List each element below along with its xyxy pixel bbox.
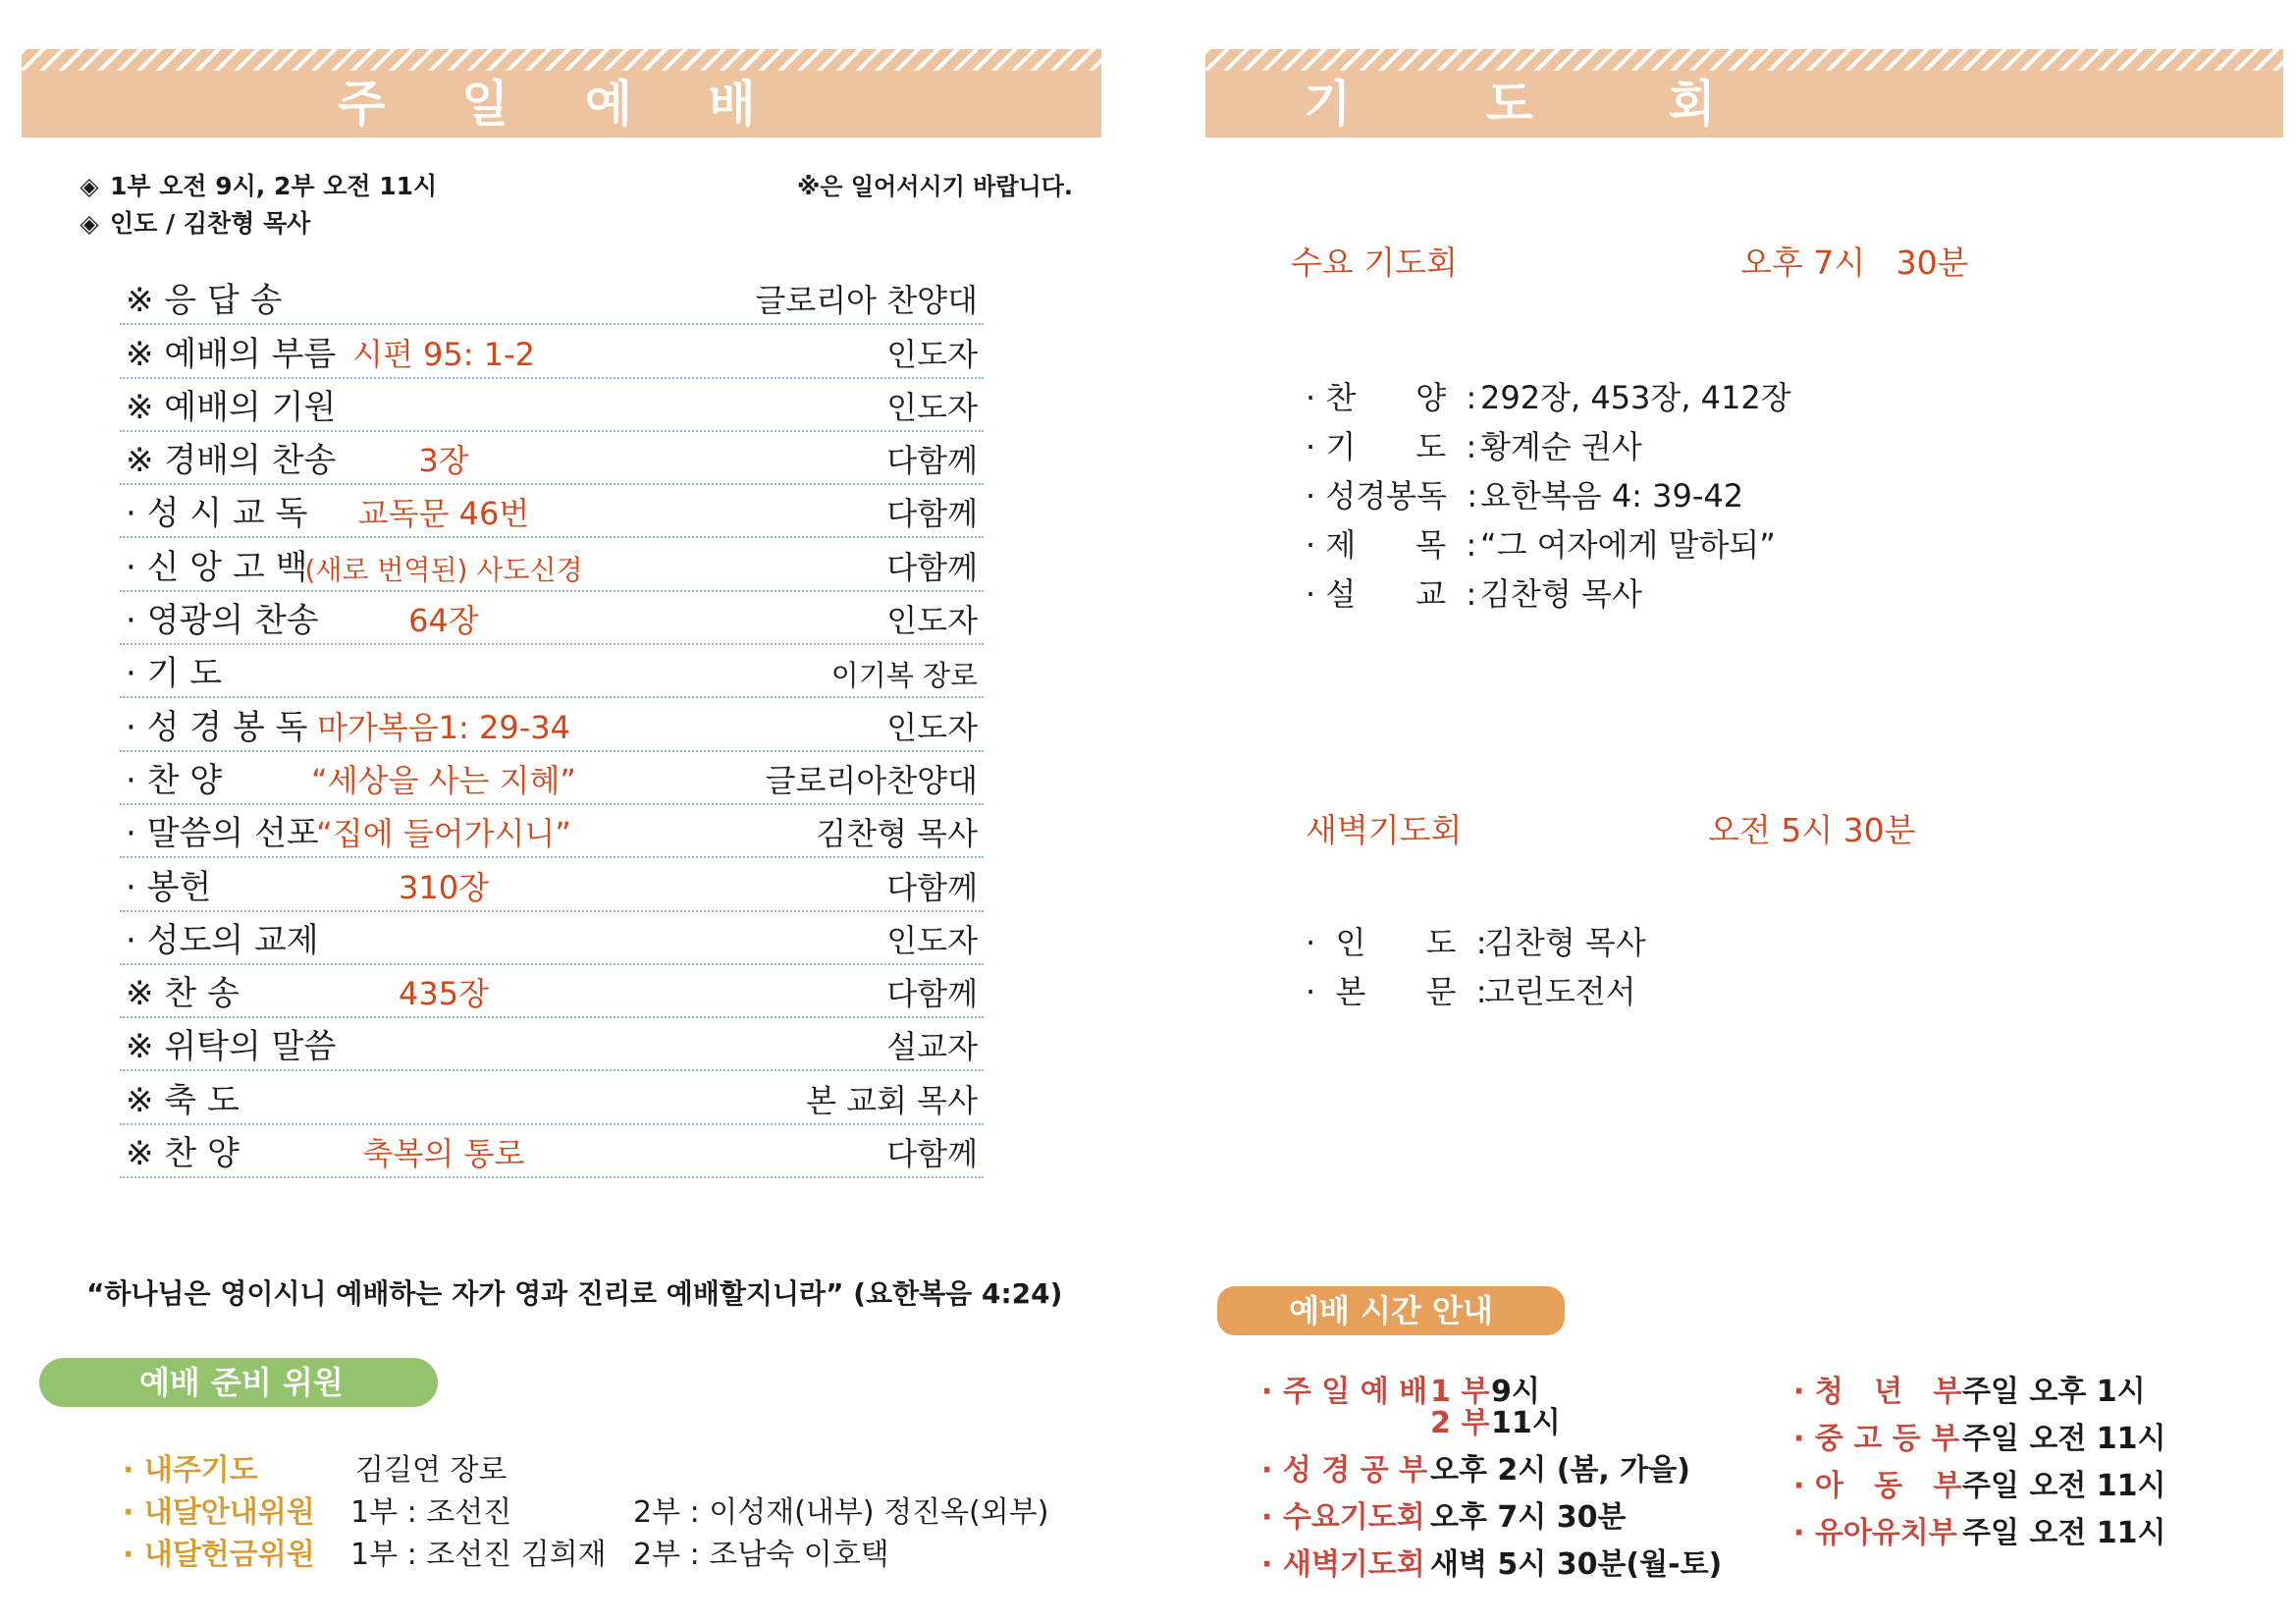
order-item-leader: 다함께	[886, 495, 978, 533]
stand-note: ※은 일어서시기 바랍니다.	[797, 173, 1073, 200]
banner-title: 주 일 예 배	[338, 76, 785, 133]
bible-verse: “하나님은 영이시니 예배하는 자가 영과 진리로 예배할지니라” (요한복음 4:24)	[86, 1277, 1063, 1310]
detail-key: · 성경봉독 :	[1306, 477, 1478, 514]
prep-label: · 내달헌금위원	[123, 1538, 315, 1572]
time-value: 주일 오전 11시	[1962, 1422, 2166, 1456]
order-item-leader: 본 교회 목사	[806, 1081, 978, 1119]
service-times-text: 1부 오전 9시, 2부 오전 11시	[110, 172, 438, 200]
order-item-title: · 성 경 봉 독	[126, 707, 308, 747]
time-label: · 청 년 부	[1793, 1375, 1962, 1409]
order-row	[120, 538, 984, 591]
order-row	[120, 592, 984, 645]
time-value: 9시	[1491, 1375, 1540, 1409]
order-row	[120, 432, 984, 485]
prep-first: 김길연 장로	[355, 1453, 507, 1488]
time-label: · 성 경 공 부	[1261, 1453, 1428, 1488]
order-item-detail: 마가복음1: 29-34	[317, 708, 570, 746]
dawn-time: 오전 5시 30분	[1708, 811, 1916, 849]
order-item-title: ※ 찬 양	[126, 1134, 240, 1174]
detail-key: · 찬 양 :	[1306, 379, 1477, 416]
wednesday-time: 오후 7시 30분	[1740, 244, 1969, 282]
order-row	[120, 485, 984, 538]
order-item-title: · 성도의 교제	[126, 920, 319, 960]
order-item-detail: (새로 번역된) 사도신경	[304, 553, 583, 586]
detail-key: · 기 도 :	[1306, 428, 1477, 465]
order-item-detail: 교독문 46번	[357, 495, 530, 533]
order-item-detail: 축복의 통로	[362, 1135, 525, 1173]
order-item-leader: 김찬형 목사	[816, 815, 978, 853]
order-item-title: ※ 응 답 송	[126, 281, 283, 321]
order-item-title: ※ 예배의 기원	[126, 387, 337, 427]
leader-info	[79, 204, 310, 240]
order-item-title: · 성 시 교 독	[126, 494, 308, 534]
order-item-leader: 다함께	[886, 442, 978, 480]
time-value: 주일 오전 11시	[1962, 1469, 2166, 1503]
prep-committee-title: 예배 준비 위원	[39, 1358, 438, 1407]
order-item-title: · 봉헌	[126, 867, 212, 907]
order-row	[120, 698, 984, 751]
time-value: 주일 오전 11시	[1962, 1516, 2166, 1550]
order-item-title: ※ 위탁의 말씀	[126, 1027, 337, 1067]
detail-value: 김찬형 목사	[1484, 924, 1646, 961]
order-item-leader: 설교자	[886, 1028, 978, 1066]
prep-first: 1부 : 조선진	[350, 1495, 512, 1530]
leader-text: 인도 / 김찬형 목사	[110, 209, 311, 238]
order-item-detail: 310장	[399, 868, 489, 906]
order-row	[120, 805, 984, 858]
order-item-title: · 신 앙 고 백	[126, 547, 308, 587]
time-sublabel: 1 부	[1430, 1375, 1490, 1409]
order-row	[120, 379, 984, 432]
prep-label: · 내주기도	[123, 1453, 258, 1488]
order-item-leader: 다함께	[886, 1135, 978, 1173]
order-row	[120, 1071, 984, 1124]
detail-value: 김찬형 목사	[1480, 575, 1642, 613]
order-row	[120, 272, 984, 325]
order-item-detail: 시편 95: 1-2	[352, 335, 535, 373]
service-times	[79, 167, 437, 202]
order-item-title: ※ 축 도	[126, 1080, 240, 1120]
time-value: 11시	[1491, 1406, 1561, 1440]
order-item-leader: 인도자	[886, 388, 978, 426]
order-item-leader: 다함께	[886, 975, 978, 1013]
diamond-icon: ◈	[80, 209, 99, 238]
prep-row	[123, 1530, 315, 1573]
service-times-title: 예배 시간 안내	[1217, 1286, 1565, 1335]
time-label: · 유아유치부	[1793, 1516, 1957, 1550]
detail-key: · 인 도 :	[1306, 924, 1487, 961]
order-row	[120, 965, 984, 1018]
order-item-detail: “집에 들어가시니”	[316, 815, 571, 853]
order-of-worship	[120, 272, 984, 1178]
prep-second: 2부 : 조남숙 이호택	[633, 1538, 889, 1572]
time-row	[1793, 1508, 2166, 1551]
order-item-title: · 기 도	[126, 654, 223, 694]
order-item-leader: 이기복 장로	[830, 659, 978, 693]
time-label: · 아 동 부	[1793, 1469, 1962, 1503]
time-label: · 수요기도회	[1261, 1500, 1425, 1535]
order-item-leader: 인도자	[886, 335, 978, 373]
prayer-meeting-banner	[1205, 49, 2283, 137]
order-row	[120, 912, 984, 965]
order-row	[120, 325, 984, 378]
banner-hatch	[1205, 49, 2283, 71]
detail-value: 황계순 권사	[1480, 428, 1642, 465]
time-row	[1261, 1398, 1561, 1441]
detail-value: “그 여자에게 말하되”	[1480, 526, 1776, 564]
sunday-worship-banner	[22, 49, 1101, 137]
prep-row	[123, 1488, 315, 1531]
prep-row	[123, 1445, 258, 1489]
order-item-detail: 64장	[408, 602, 479, 640]
order-item-leader: 인도자	[886, 602, 978, 640]
prep-first: 1부 : 조선진 김희재	[350, 1538, 607, 1572]
time-row	[1793, 1414, 2166, 1457]
order-row	[120, 1125, 984, 1178]
detail-key: · 제 목 :	[1306, 526, 1477, 564]
time-value: 오후 2시 (봄, 가을)	[1430, 1453, 1690, 1488]
detail-value: 292장, 453장, 412장	[1480, 379, 1791, 416]
dawn-title: 새벽기도회	[1306, 811, 1463, 849]
order-row	[120, 752, 984, 805]
order-item-title: ※ 찬 송	[126, 974, 240, 1014]
order-item-title: · 영광의 찬송	[126, 601, 319, 641]
detail-value: 고린도전서	[1484, 973, 1636, 1010]
order-item-leader: 다함께	[886, 868, 978, 906]
time-row	[1261, 1445, 1690, 1489]
banner-hatch	[22, 49, 1101, 71]
order-item-detail: “세상을 사는 지혜”	[311, 761, 576, 799]
order-item-leader: 다함께	[886, 548, 978, 586]
detail-key: · 본 문 :	[1306, 973, 1487, 1010]
order-row	[120, 645, 984, 698]
order-row	[120, 1018, 984, 1071]
time-row	[1793, 1367, 2146, 1410]
detail-value: 요한복음 4: 39-42	[1480, 477, 1744, 514]
order-row	[120, 858, 984, 911]
order-item-title: ※ 예배의 부름	[126, 334, 337, 374]
time-label: · 주 일 예 배	[1261, 1375, 1428, 1409]
order-item-leader: 글로리아 찬양대	[755, 282, 978, 320]
order-item-title: ※ 경배의 찬송	[126, 441, 337, 481]
time-value: 새벽 5시 30분(월-토)	[1430, 1547, 1723, 1582]
order-item-title: · 찬 양	[126, 760, 223, 800]
banner-title: 기 도 회	[1304, 76, 1775, 133]
time-value: 오후 7시 30분	[1430, 1500, 1627, 1535]
time-row	[1793, 1461, 2166, 1504]
time-label: · 새벽기도회	[1261, 1547, 1425, 1582]
time-row	[1261, 1492, 1626, 1536]
prep-second: 2부 : 이성재(내부) 정진옥(외부)	[633, 1495, 1049, 1530]
order-item-leader: 인도자	[886, 708, 978, 746]
order-item-detail: 3장	[418, 442, 469, 480]
order-item-detail: 435장	[399, 975, 489, 1013]
order-item-leader: 인도자	[886, 921, 978, 959]
time-sublabel: 2 부	[1430, 1406, 1490, 1440]
order-item-title: · 말씀의 선포	[126, 814, 319, 854]
detail-key: · 설 교 :	[1306, 575, 1477, 613]
time-value: 주일 오후 1시	[1962, 1375, 2146, 1409]
wednesday-title: 수요 기도회	[1291, 244, 1458, 282]
diamond-icon: ◈	[80, 172, 99, 200]
order-item-leader: 글로리아찬양대	[765, 761, 978, 799]
time-label: · 중 고 등 부	[1793, 1422, 1960, 1456]
time-row	[1261, 1540, 1722, 1583]
prep-label: · 내달안내위원	[123, 1495, 315, 1530]
